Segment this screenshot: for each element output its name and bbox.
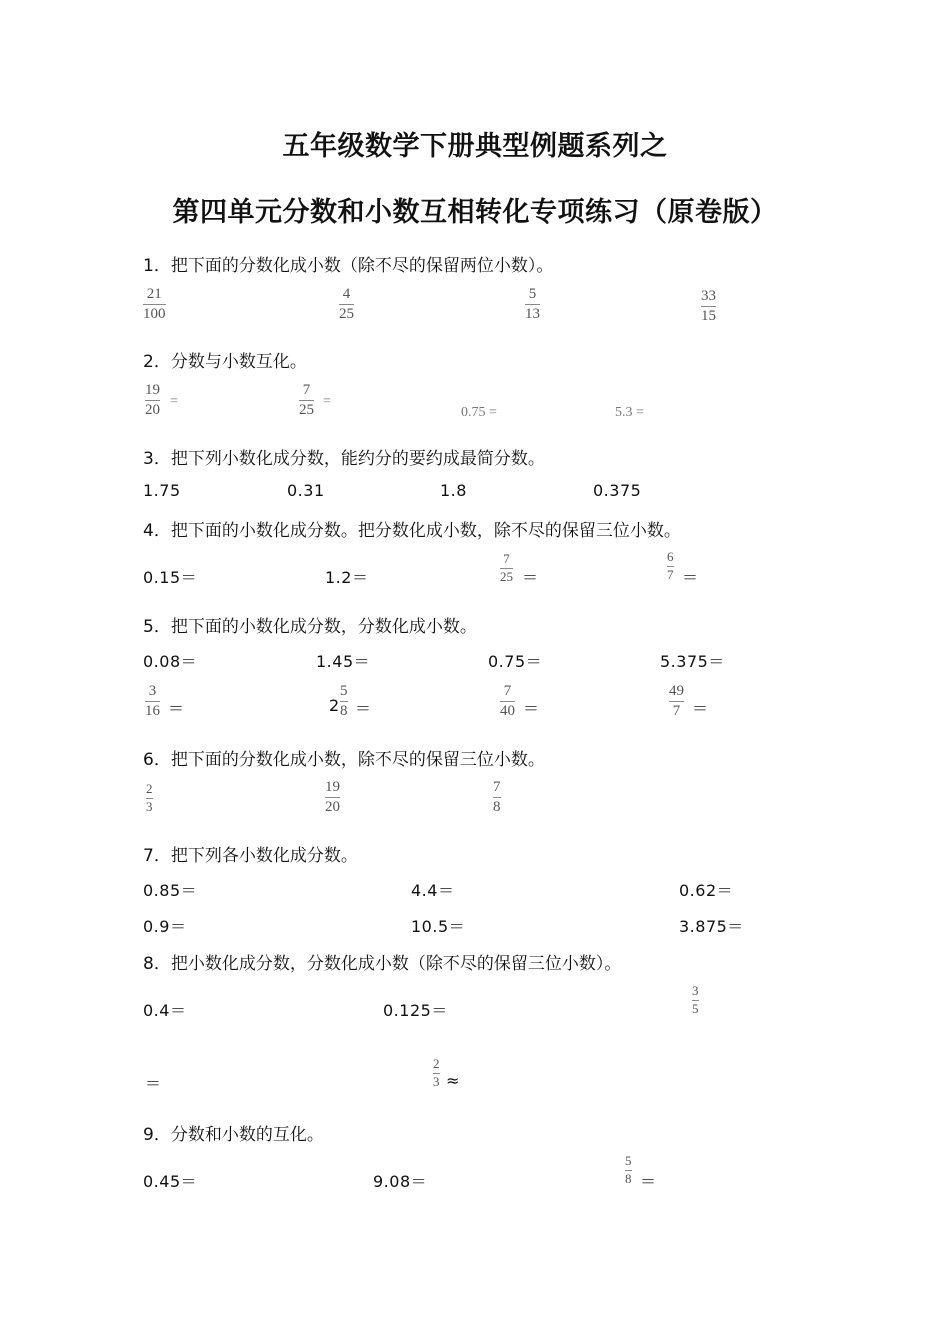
q9-decimal-2: 9.08＝ (373, 1172, 428, 1191)
denominator: 8 (340, 703, 348, 720)
numerator: 5 (528, 286, 537, 302)
denominator: 8 (493, 799, 501, 816)
q2-decimal-1: 0.75 = (461, 405, 497, 420)
q5-equals-3: ＝ (523, 699, 540, 718)
numerator: 5 (340, 683, 348, 699)
q2-fraction-1 (145, 382, 160, 420)
title-line2: 第四单元分数和小数互相转化专项练习（原卷版） (172, 197, 778, 228)
numerator: 49 (669, 683, 684, 699)
q2-fraction-2 (299, 382, 314, 420)
q9-decimal-1: 0.45＝ (143, 1172, 198, 1191)
q8-equals: ＝ (145, 1074, 162, 1093)
q3-item-2: 0.31 (287, 481, 325, 500)
question-3-text: 3．把下列小数化成分数，能约分的要约成最简分数。 (143, 449, 545, 469)
q6-fraction-2 (325, 779, 340, 817)
denominator: 100 (143, 306, 166, 323)
q8-approx: ≈ (446, 1071, 460, 1090)
numerator: 3 (148, 683, 157, 699)
denominator: 8 (625, 1170, 632, 1186)
q3-item-3: 1.8 (440, 481, 467, 500)
q1-fraction-1 (143, 286, 166, 324)
numerator: 7 (302, 382, 311, 398)
q4-fraction-1 (500, 552, 513, 585)
q2-equals-1: = (170, 394, 178, 409)
numerator: 2 (433, 1056, 440, 1071)
q7-item-1: 0.85＝ (143, 881, 198, 900)
denominator: 40 (500, 703, 515, 720)
q6-fraction-3 (493, 779, 501, 817)
q7-item-3: 0.62＝ (679, 881, 734, 900)
denominator: 15 (701, 308, 716, 325)
question-6-text: 6．把下面的分数化成小数，除不尽的保留三位小数。 (143, 750, 545, 770)
numerator: 2 (146, 781, 153, 796)
q5-equals-1: ＝ (168, 699, 185, 718)
q5-decimal-2: 1.45＝ (316, 652, 371, 671)
q5-fraction-2 (340, 683, 348, 721)
q8-fraction-1 (692, 984, 699, 1017)
numerator: 7 (493, 779, 501, 795)
denominator: 5 (692, 1000, 699, 1016)
q2-decimal-2: 5.3 = (615, 405, 644, 420)
numerator: 6 (667, 549, 674, 564)
q6-fraction-1 (146, 782, 153, 815)
numerator: 5 (625, 1153, 632, 1168)
denominator: 7 (667, 566, 674, 582)
numerator: 7 (503, 551, 510, 566)
q4-equals-1: ＝ (522, 568, 539, 587)
denominator: 13 (525, 306, 540, 323)
q4-decimal-1: 0.15＝ (143, 568, 198, 587)
numerator: 21 (146, 286, 162, 302)
numerator: 3 (692, 983, 699, 998)
q7-item-5: 10.5＝ (411, 917, 466, 936)
numerator: 4 (342, 286, 351, 302)
numerator: 7 (503, 683, 512, 699)
q7-item-6: 3.875＝ (679, 917, 744, 936)
q7-item-4: 0.9＝ (143, 917, 187, 936)
question-2-text: 2．分数与小数互化。 (143, 352, 307, 372)
q5-fraction-4 (669, 683, 684, 721)
q2-equals-2: = (323, 394, 331, 409)
q5-equals-4: ＝ (692, 699, 709, 718)
q3-item-1: 1.75 (143, 481, 181, 500)
q8-decimal-2: 0.125＝ (383, 1001, 448, 1020)
denominator: 3 (146, 798, 153, 814)
q5-equals-2: ＝ (355, 699, 372, 718)
q1-fraction-3 (525, 286, 540, 324)
q4-equals-2: ＝ (682, 568, 699, 587)
q3-item-4: 0.375 (593, 481, 642, 500)
denominator: 25 (500, 568, 513, 584)
denominator: 25 (339, 306, 354, 323)
q9-equals: ＝ (640, 1172, 657, 1191)
q4-decimal-2: 1.2＝ (325, 568, 369, 587)
q8-fraction-2 (433, 1057, 440, 1090)
q1-fraction-4 (701, 288, 716, 326)
title-line1: 五年级数学下册典型例题系列之 (282, 131, 668, 162)
denominator: 20 (145, 402, 160, 419)
q5-decimal-4: 5.375＝ (660, 652, 725, 671)
numerator: 19 (325, 779, 340, 795)
q7-item-2: 4.4＝ (411, 881, 455, 900)
q5-mixed-whole: 2 (329, 696, 340, 715)
q1-fraction-2 (339, 286, 354, 324)
denominator: 7 (672, 703, 681, 720)
q5-fraction-1 (145, 683, 160, 721)
denominator: 3 (433, 1073, 440, 1089)
denominator: 20 (325, 799, 340, 816)
q5-decimal-1: 0.08＝ (143, 652, 198, 671)
denominator: 16 (145, 703, 160, 720)
q5-decimal-3: 0.75＝ (488, 652, 543, 671)
q8-decimal-1: 0.4＝ (143, 1001, 187, 1020)
question-5-text: 5．把下面的小数化成分数，分数化成小数。 (143, 617, 477, 637)
q9-fraction-1 (625, 1154, 632, 1187)
question-1-text: 1．把下面的分数化成小数（除不尽的保留两位小数）。 (143, 256, 554, 276)
numerator: 19 (145, 382, 160, 398)
denominator: 25 (299, 402, 314, 419)
question-9-text: 9．分数和小数的互化。 (143, 1125, 324, 1145)
q5-fraction-3 (500, 683, 515, 721)
question-7-text: 7．把下列各小数化成分数。 (143, 846, 358, 866)
question-4-text: 4．把下面的小数化成分数。把分数化成小数，除不尽的保留三位小数。 (143, 521, 681, 541)
q4-fraction-2 (667, 550, 674, 583)
numerator: 33 (701, 288, 716, 304)
question-8-text: 8．把小数化成分数，分数化成小数（除不尽的保留三位小数）。 (143, 954, 622, 974)
